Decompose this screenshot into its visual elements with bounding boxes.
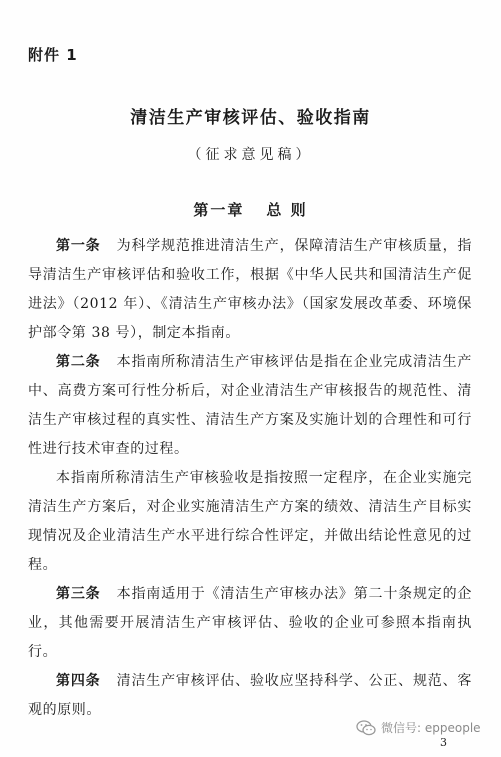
body-text [28, 232, 472, 725]
article-text: 清洁生产审核评估、验收应坚持科学、公正、规范、客观的原则。 [28, 673, 472, 718]
article-text: 本指南所称清洁生产审核评估是指在企业完成清洁生产中、高费方案可行性分析后，对企业清洁生产审核报告的规范性、清洁生产审核过程的真实性、清洁生产方案及实施计划的合理性和可行性进行技术审查的过程。 [28, 354, 472, 457]
attachment-label: 附件 1 [28, 46, 78, 64]
article-label: 第三条 [56, 586, 101, 602]
chapter-name: 总 则 [266, 201, 308, 219]
article-paragraph [28, 667, 472, 725]
watermark-text: 微信号: eppeople [381, 721, 481, 735]
article-label: 第二条 [56, 354, 101, 370]
article-label: 第四条 [56, 673, 101, 689]
article-paragraph [28, 580, 472, 667]
article-text: 为科学规范推进清洁生产，保障清洁生产审核质量，指导清洁生产审核评估和验收工作，根据《中华人民共和国清洁生产促进法》（2012 年）、《清洁生产审核办法》（国家发展改革委、环境保护部令第 38 号），制定本指南。 [28, 238, 472, 341]
wechat-watermark [356, 719, 481, 736]
article-label: 第一条 [56, 238, 101, 254]
article-paragraph [28, 464, 472, 580]
article-text: 本指南所称清洁生产审核验收是指按照一定程序，在企业实施完清洁生产方案后，对企业实施清洁生产方案的绩效、清洁生产目标实现情况及企业清洁生产水平进行综合性评定，并做出结论性意见的过程。 [28, 470, 472, 573]
document-subtitle: （征求意见稿） [187, 147, 314, 163]
article-paragraph [28, 232, 472, 348]
chapter-number: 第一章 [193, 201, 245, 219]
article-paragraph [28, 348, 472, 464]
wechat-icon [356, 720, 376, 736]
page-number: 3 [440, 736, 447, 749]
chapter-heading [0, 199, 501, 220]
document-title: 清洁生产审核评估、验收指南 [130, 108, 371, 128]
article-text: 本指南适用于《清洁生产审核办法》第二十条规定的企业，其他需要开展清洁生产审核评估、验收的企业可参照本指南执行。 [28, 586, 472, 660]
